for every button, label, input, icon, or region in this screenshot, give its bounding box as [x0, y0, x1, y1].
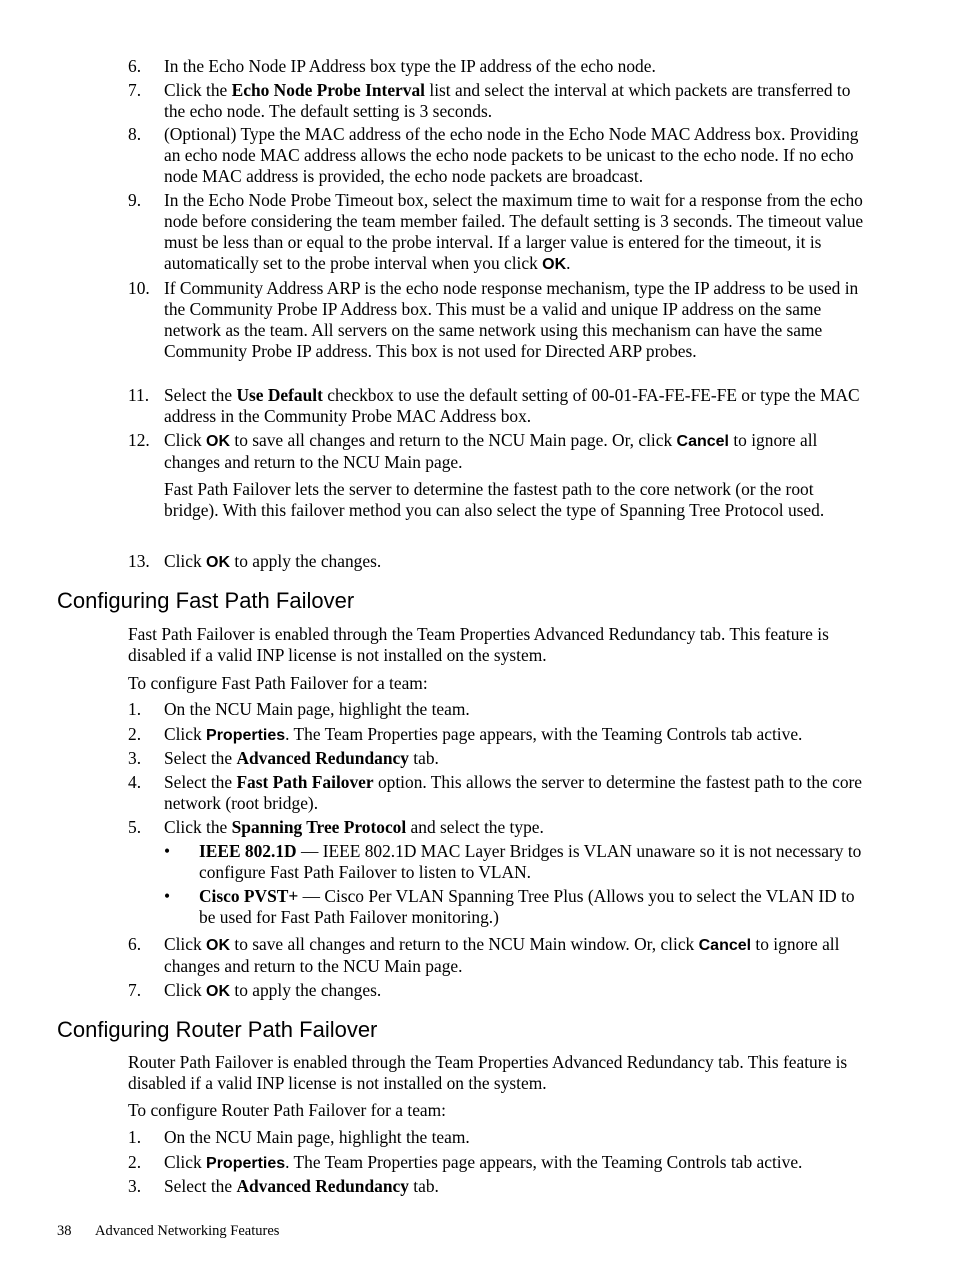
list-item	[128, 1152, 868, 1174]
list-item	[128, 748, 868, 769]
footer-title: Advanced Networking Features	[95, 1223, 280, 1239]
list-item	[128, 699, 868, 720]
step-text: Click Properties. The Team Properties page appears, with the Teaming Controls tab active.	[164, 724, 803, 744]
list-item	[128, 1176, 868, 1197]
step-number: 13.	[128, 551, 150, 571]
bullet-item	[164, 886, 868, 928]
list-item	[128, 772, 868, 814]
step-text: In the Echo Node IP Address box type the IP address of the echo node.	[164, 56, 656, 76]
list-item	[128, 817, 868, 838]
ui-label: OK	[206, 937, 231, 954]
step-text: On the NCU Main page, highlight the team.	[164, 699, 470, 719]
step-number: 9.	[128, 190, 142, 210]
ui-label: OK	[206, 554, 231, 571]
ui-label: Properties	[206, 1155, 286, 1172]
bold-term: Advanced Redundancy	[236, 1176, 409, 1196]
step-number: 2.	[128, 1152, 142, 1172]
step-text: Click OK to apply the changes.	[164, 551, 382, 571]
bullet-icon: •	[164, 886, 171, 906]
list-item	[128, 980, 868, 1002]
step-text: Select the Use Default checkbox to use the default setting of 00-01-FA-FE-FE-FE or type the MAC address in the Community Probe MAC Address box.	[164, 385, 860, 426]
list-item	[128, 551, 868, 573]
step-number: 1.	[128, 699, 142, 719]
step-number: 11.	[128, 385, 150, 405]
list-item	[128, 724, 868, 746]
step-text: Click the Echo Node Probe Interval list and select the interval at which packets are transferred to the echo node. The default setting is 3 seconds.	[164, 80, 851, 121]
bullet-text: IEEE 802.1D — IEEE 802.1D MAC Layer Bridges is VLAN unaware so it is not necessary to configure Fast Path Failover to listen to VLAN.	[199, 841, 862, 882]
bullet-icon: •	[164, 841, 171, 861]
step-number: 5.	[128, 817, 142, 837]
ui-label: OK	[206, 983, 231, 1000]
section-lead: To configure Fast Path Failover for a team:	[128, 673, 428, 693]
page-number: 38	[57, 1223, 72, 1239]
bold-term: Cisco PVST+	[199, 886, 299, 906]
step-text: Click Properties. The Team Properties page appears, with the Teaming Controls tab active.	[164, 1152, 803, 1172]
step-text: In the Echo Node Probe Timeout box, select the maximum time to wait for a response from the echo node before considering the team member failed. The default setting is 3 seconds. The timeout value must be less than or equal to the probe interval. If a larger value is entered for the timeout, it is automatically set to the probe interval when you click OK.	[164, 190, 864, 273]
step-text: Click OK to save all changes and return to the NCU Main page. Or, click Cancel to ignore all changes and return to the NCU Main page.	[164, 430, 818, 472]
step-number: 8.	[128, 124, 142, 144]
ui-label: OK	[206, 433, 231, 450]
step-text: Click the Spanning Tree Protocol and select the type.	[164, 817, 544, 837]
ui-label: Cancel	[698, 937, 752, 954]
list-item	[128, 934, 868, 977]
list-item	[128, 278, 868, 362]
step-number: 12.	[128, 430, 150, 450]
list-item	[128, 80, 868, 122]
step-number: 3.	[128, 748, 142, 768]
bold-term: Echo Node Probe Interval	[231, 80, 426, 100]
bold-term: IEEE 802.1D	[199, 841, 297, 861]
section-intro: Router Path Failover is enabled through the Team Properties Advanced Redundancy tab. This feature is disabled if a valid INP license is not installed on the system.	[128, 1052, 848, 1093]
section-heading-fast-path: Configuring Fast Path Failover	[57, 588, 355, 613]
bullet-item	[164, 841, 868, 883]
section-heading-router-path: Configuring Router Path Failover	[57, 1017, 378, 1042]
step-number: 6.	[128, 934, 142, 954]
list-item	[128, 124, 868, 187]
ui-label: Properties	[206, 727, 286, 744]
ui-label: OK	[542, 256, 567, 273]
page-footer	[57, 1222, 279, 1240]
section-intro: Fast Path Failover is enabled through the Team Properties Advanced Redundancy tab. This feature is disabled if a valid INP license is not installed on the system.	[128, 624, 829, 665]
step-text: If Community Address ARP is the echo node response mechanism, type the IP address to be used in the Community Probe IP Address box. This must be a valid and unique IP address on the same network as the team. All servers on the same network using this mechanism can have the same Community Probe IP address. This box is not used for Directed ARP probes.	[164, 278, 859, 361]
step-text: Select the Advanced Redundancy tab.	[164, 1176, 439, 1196]
bold-term: Use Default	[236, 385, 323, 405]
section-lead: To configure Router Path Failover for a team:	[128, 1100, 446, 1120]
step-text: Click OK to apply the changes.	[164, 980, 382, 1000]
list-item	[128, 56, 868, 77]
note-paragraph: Fast Path Failover lets the server to determine the fastest path to the core network (or the root bridge). With this failover method you can also select the type of Spanning Tree Protocol used.	[164, 479, 825, 520]
list-item	[128, 430, 868, 473]
step-number: 3.	[128, 1176, 142, 1196]
step-number: 7.	[128, 80, 142, 100]
step-number: 2.	[128, 724, 142, 744]
step-text: (Optional) Type the MAC address of the echo node in the Echo Node MAC Address box. Providing an echo node MAC address allows the echo node packets to be unicast to the echo node. If no echo node MAC address is provided, the echo node packets are broadcast.	[164, 124, 859, 186]
list-item	[128, 1127, 868, 1148]
step-text: On the NCU Main page, highlight the team.	[164, 1127, 470, 1147]
step-number: 6.	[128, 56, 142, 76]
step-text: Select the Advanced Redundancy tab.	[164, 748, 439, 768]
step-number: 7.	[128, 980, 142, 1000]
bold-term: Spanning Tree Protocol	[231, 817, 407, 837]
list-item	[128, 385, 868, 427]
step-number: 4.	[128, 772, 142, 792]
step-number: 1.	[128, 1127, 142, 1147]
step-text: Select the Fast Path Failover option. This allows the server to determine the fastest path to the core network (root bridge).	[164, 772, 863, 813]
ui-label: Cancel	[676, 433, 729, 450]
step-number: 10.	[128, 278, 150, 298]
bold-term: Advanced Redundancy	[236, 748, 409, 768]
step-text: Click OK to save all changes and return to the NCU Main window. Or, click Cancel to ignore all changes and return to the NCU Main page.	[164, 934, 840, 976]
list-item	[128, 190, 868, 275]
bullet-text: Cisco PVST+ — Cisco Per VLAN Spanning Tree Plus (Allows you to select the VLAN ID to be used for Fast Path Failover monitoring.)	[199, 886, 855, 927]
bold-term: Fast Path Failover	[236, 772, 374, 792]
